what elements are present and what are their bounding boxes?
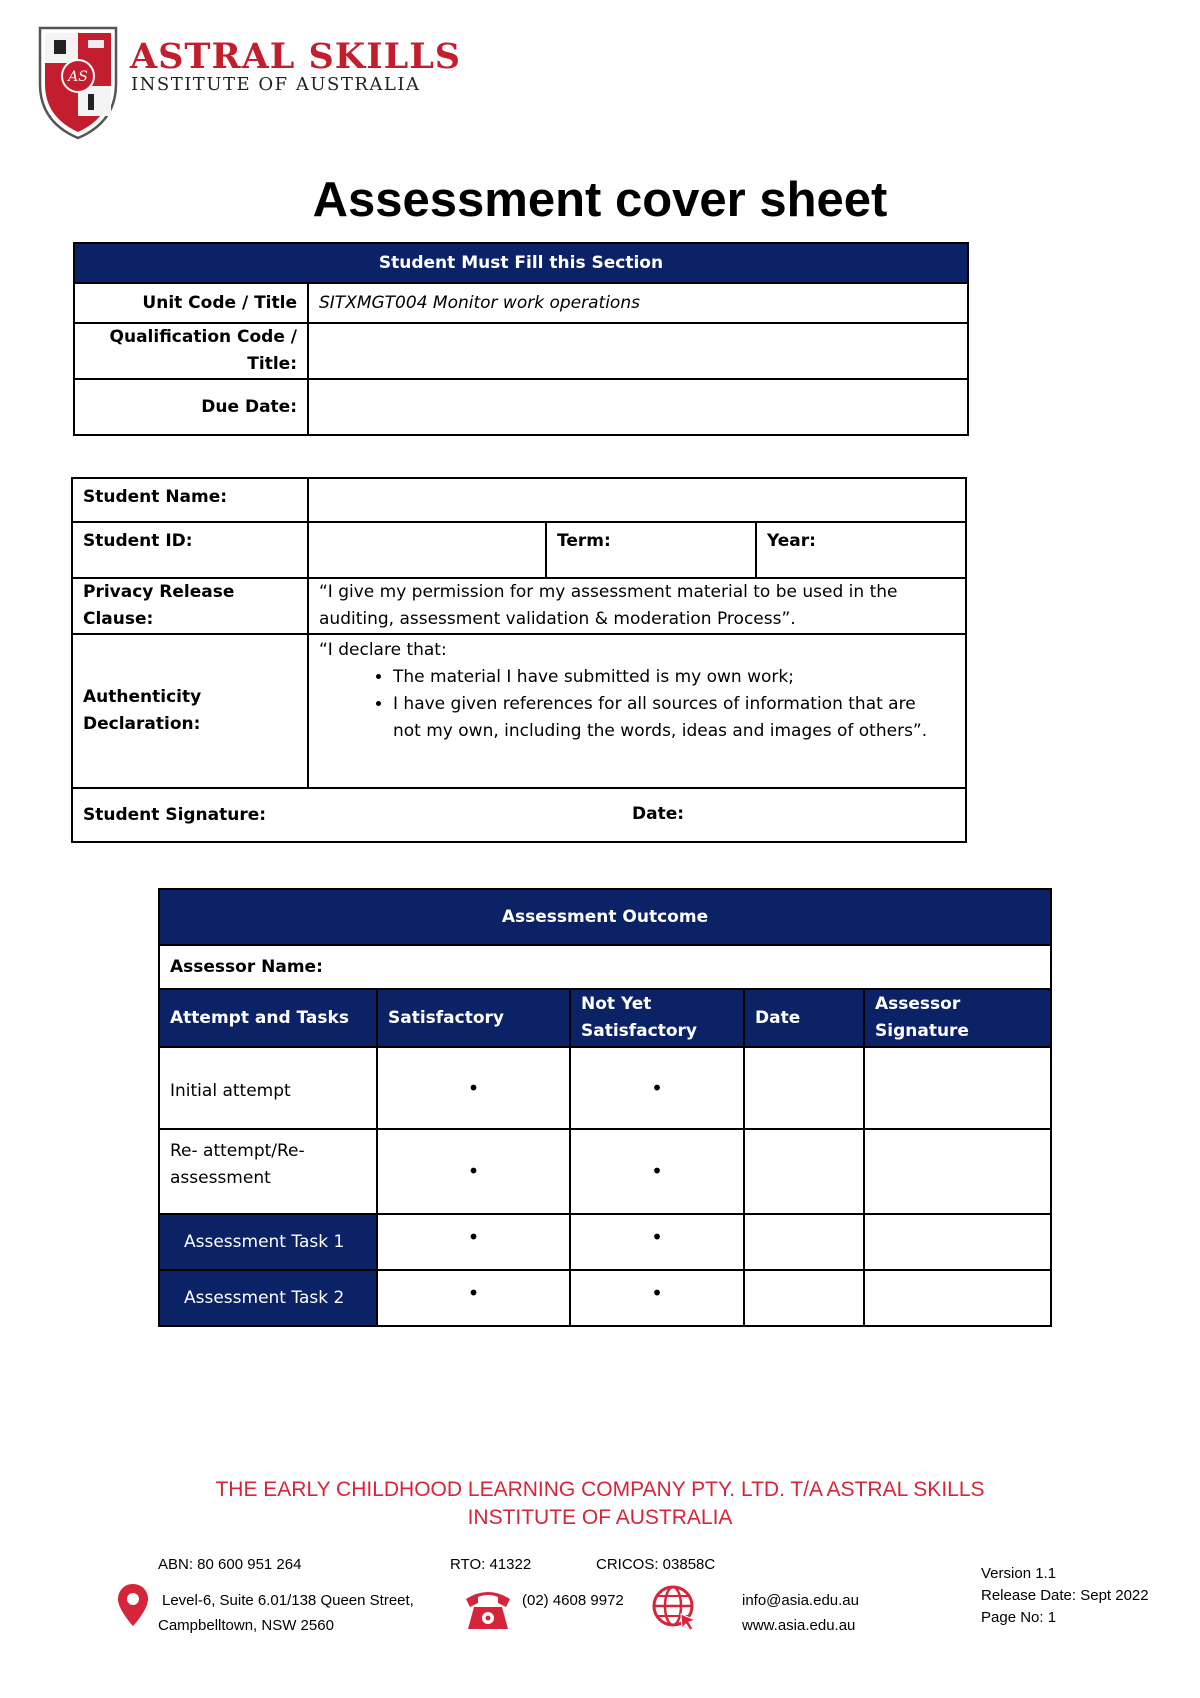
row-label: Assessment Task 1 (159, 1214, 377, 1270)
satisfactory-checkbox[interactable]: • (377, 1129, 570, 1214)
student-name-field[interactable] (308, 478, 966, 522)
privacy-label: Privacy Release Clause: (72, 578, 308, 634)
date-cell[interactable] (744, 1129, 864, 1214)
crest-monogram: AS (68, 69, 88, 85)
outcome-header: Assessment Outcome (159, 889, 1051, 945)
institute-crest-logo (36, 22, 120, 140)
assessor-signature-cell[interactable] (864, 1129, 1051, 1214)
term-field[interactable]: Term: (546, 522, 756, 578)
assessment-outcome-table (158, 888, 1052, 1327)
student-details-table (71, 477, 967, 843)
company-name: THE EARLY CHILDHOOD LEARNING COMPANY PTY. LTD. T/A ASTRAL SKILLS INSTITUTE OF AUSTRALIA (215, 1478, 985, 1529)
table-row (159, 1214, 1051, 1270)
privacy-clause-text: “I give my permission for my assessment material to be used in the auditing, assessment validation & moderation Process”. (308, 578, 966, 634)
website-link[interactable]: www.asia.edu.au (742, 1617, 856, 1634)
row-label: Initial attempt (159, 1047, 377, 1129)
cricos-text: CRICOS: 03858C (596, 1556, 716, 1573)
page-title: Assessment cover sheet (312, 173, 888, 227)
satisfactory-checkbox[interactable]: • (377, 1214, 570, 1270)
section-header: Student Must Fill this Section (74, 243, 968, 283)
not-yet-satisfactory-checkbox[interactable]: • (570, 1214, 744, 1270)
declaration-intro: “I declare that: (319, 640, 447, 660)
table-row (159, 1129, 1051, 1214)
abn-text: ABN: 80 600 951 264 (158, 1556, 302, 1573)
phone-number[interactable]: (02) 4608 9972 (522, 1592, 624, 1609)
assessor-name-field[interactable]: Assessor Name: (159, 945, 1051, 989)
declaration-item: • The material I have submitted is my own work; (393, 664, 945, 691)
satisfactory-checkbox[interactable]: • (377, 1270, 570, 1326)
assessor-signature-cell[interactable] (864, 1214, 1051, 1270)
student-name-label: Student Name: (72, 478, 308, 522)
satisfactory-checkbox[interactable]: • (377, 1047, 570, 1129)
not-yet-satisfactory-checkbox[interactable]: • (570, 1047, 744, 1129)
telephone-icon (462, 1585, 514, 1633)
signature-row[interactable] (72, 788, 966, 842)
student-id-label: Student ID: (72, 522, 308, 578)
due-date-field[interactable] (308, 379, 968, 435)
unit-details-table (73, 242, 969, 436)
table-row (159, 1270, 1051, 1326)
year-field[interactable]: Year: (756, 522, 966, 578)
authenticity-declaration (308, 634, 966, 788)
not-yet-satisfactory-checkbox[interactable]: • (570, 1129, 744, 1214)
due-date-label: Due Date: (74, 379, 308, 435)
qualification-label: Qualification Code / Title: (74, 323, 308, 379)
assessor-signature-cell[interactable] (864, 1270, 1051, 1326)
row-label: Re- attempt/Re- assessment (159, 1129, 377, 1214)
address-line-1: Level-6, Suite 6.01/138 Queen Street, (162, 1592, 414, 1609)
logo-name: ASTRAL SKILLS (130, 36, 462, 77)
row-label: Assessment Task 2 (159, 1270, 377, 1326)
column-header-date: Date (744, 989, 864, 1047)
student-id-field[interactable] (308, 522, 546, 578)
table-row (159, 1047, 1051, 1129)
column-header-not-yet-satisfactory: Not Yet Satisfactory (570, 989, 744, 1047)
not-yet-satisfactory-checkbox[interactable]: • (570, 1270, 744, 1326)
release-date-text: Release Date: Sept 2022 (981, 1587, 1149, 1604)
email-link[interactable]: info@asia.edu.au (742, 1592, 859, 1609)
date-cell[interactable] (744, 1047, 864, 1129)
column-header-assessor-signature: Assessor Signature (864, 989, 1051, 1047)
globe-icon (651, 1584, 699, 1632)
address-line-2: Campbelltown, NSW 2560 (158, 1617, 334, 1634)
version-text: Version 1.1 (981, 1565, 1057, 1582)
date-cell[interactable] (744, 1214, 864, 1270)
column-header-attempt: Attempt and Tasks (159, 989, 377, 1047)
qualification-field[interactable] (308, 323, 968, 379)
unit-code-label: Unit Code / Title (74, 283, 308, 323)
signature-date-label: Date: (632, 804, 685, 824)
authenticity-label: Authenticity Declaration: (72, 634, 308, 788)
rto-text: RTO: 41322 (450, 1556, 532, 1573)
location-pin-icon (116, 1582, 150, 1628)
declaration-item: • I have given references for all sources of information that are not my own, including the words, ideas and images of others”. (393, 691, 945, 745)
date-cell[interactable] (744, 1270, 864, 1326)
page-number-text: Page No: 1 (981, 1609, 1057, 1626)
column-header-satisfactory: Satisfactory (377, 989, 570, 1047)
assessor-signature-cell[interactable] (864, 1047, 1051, 1129)
unit-code-value[interactable]: SITXMGT004 Monitor work operations (308, 283, 968, 323)
signature-label: Student Signature: (83, 805, 267, 825)
logo-subtitle: INSTITUTE OF AUSTRALIA (131, 74, 421, 95)
